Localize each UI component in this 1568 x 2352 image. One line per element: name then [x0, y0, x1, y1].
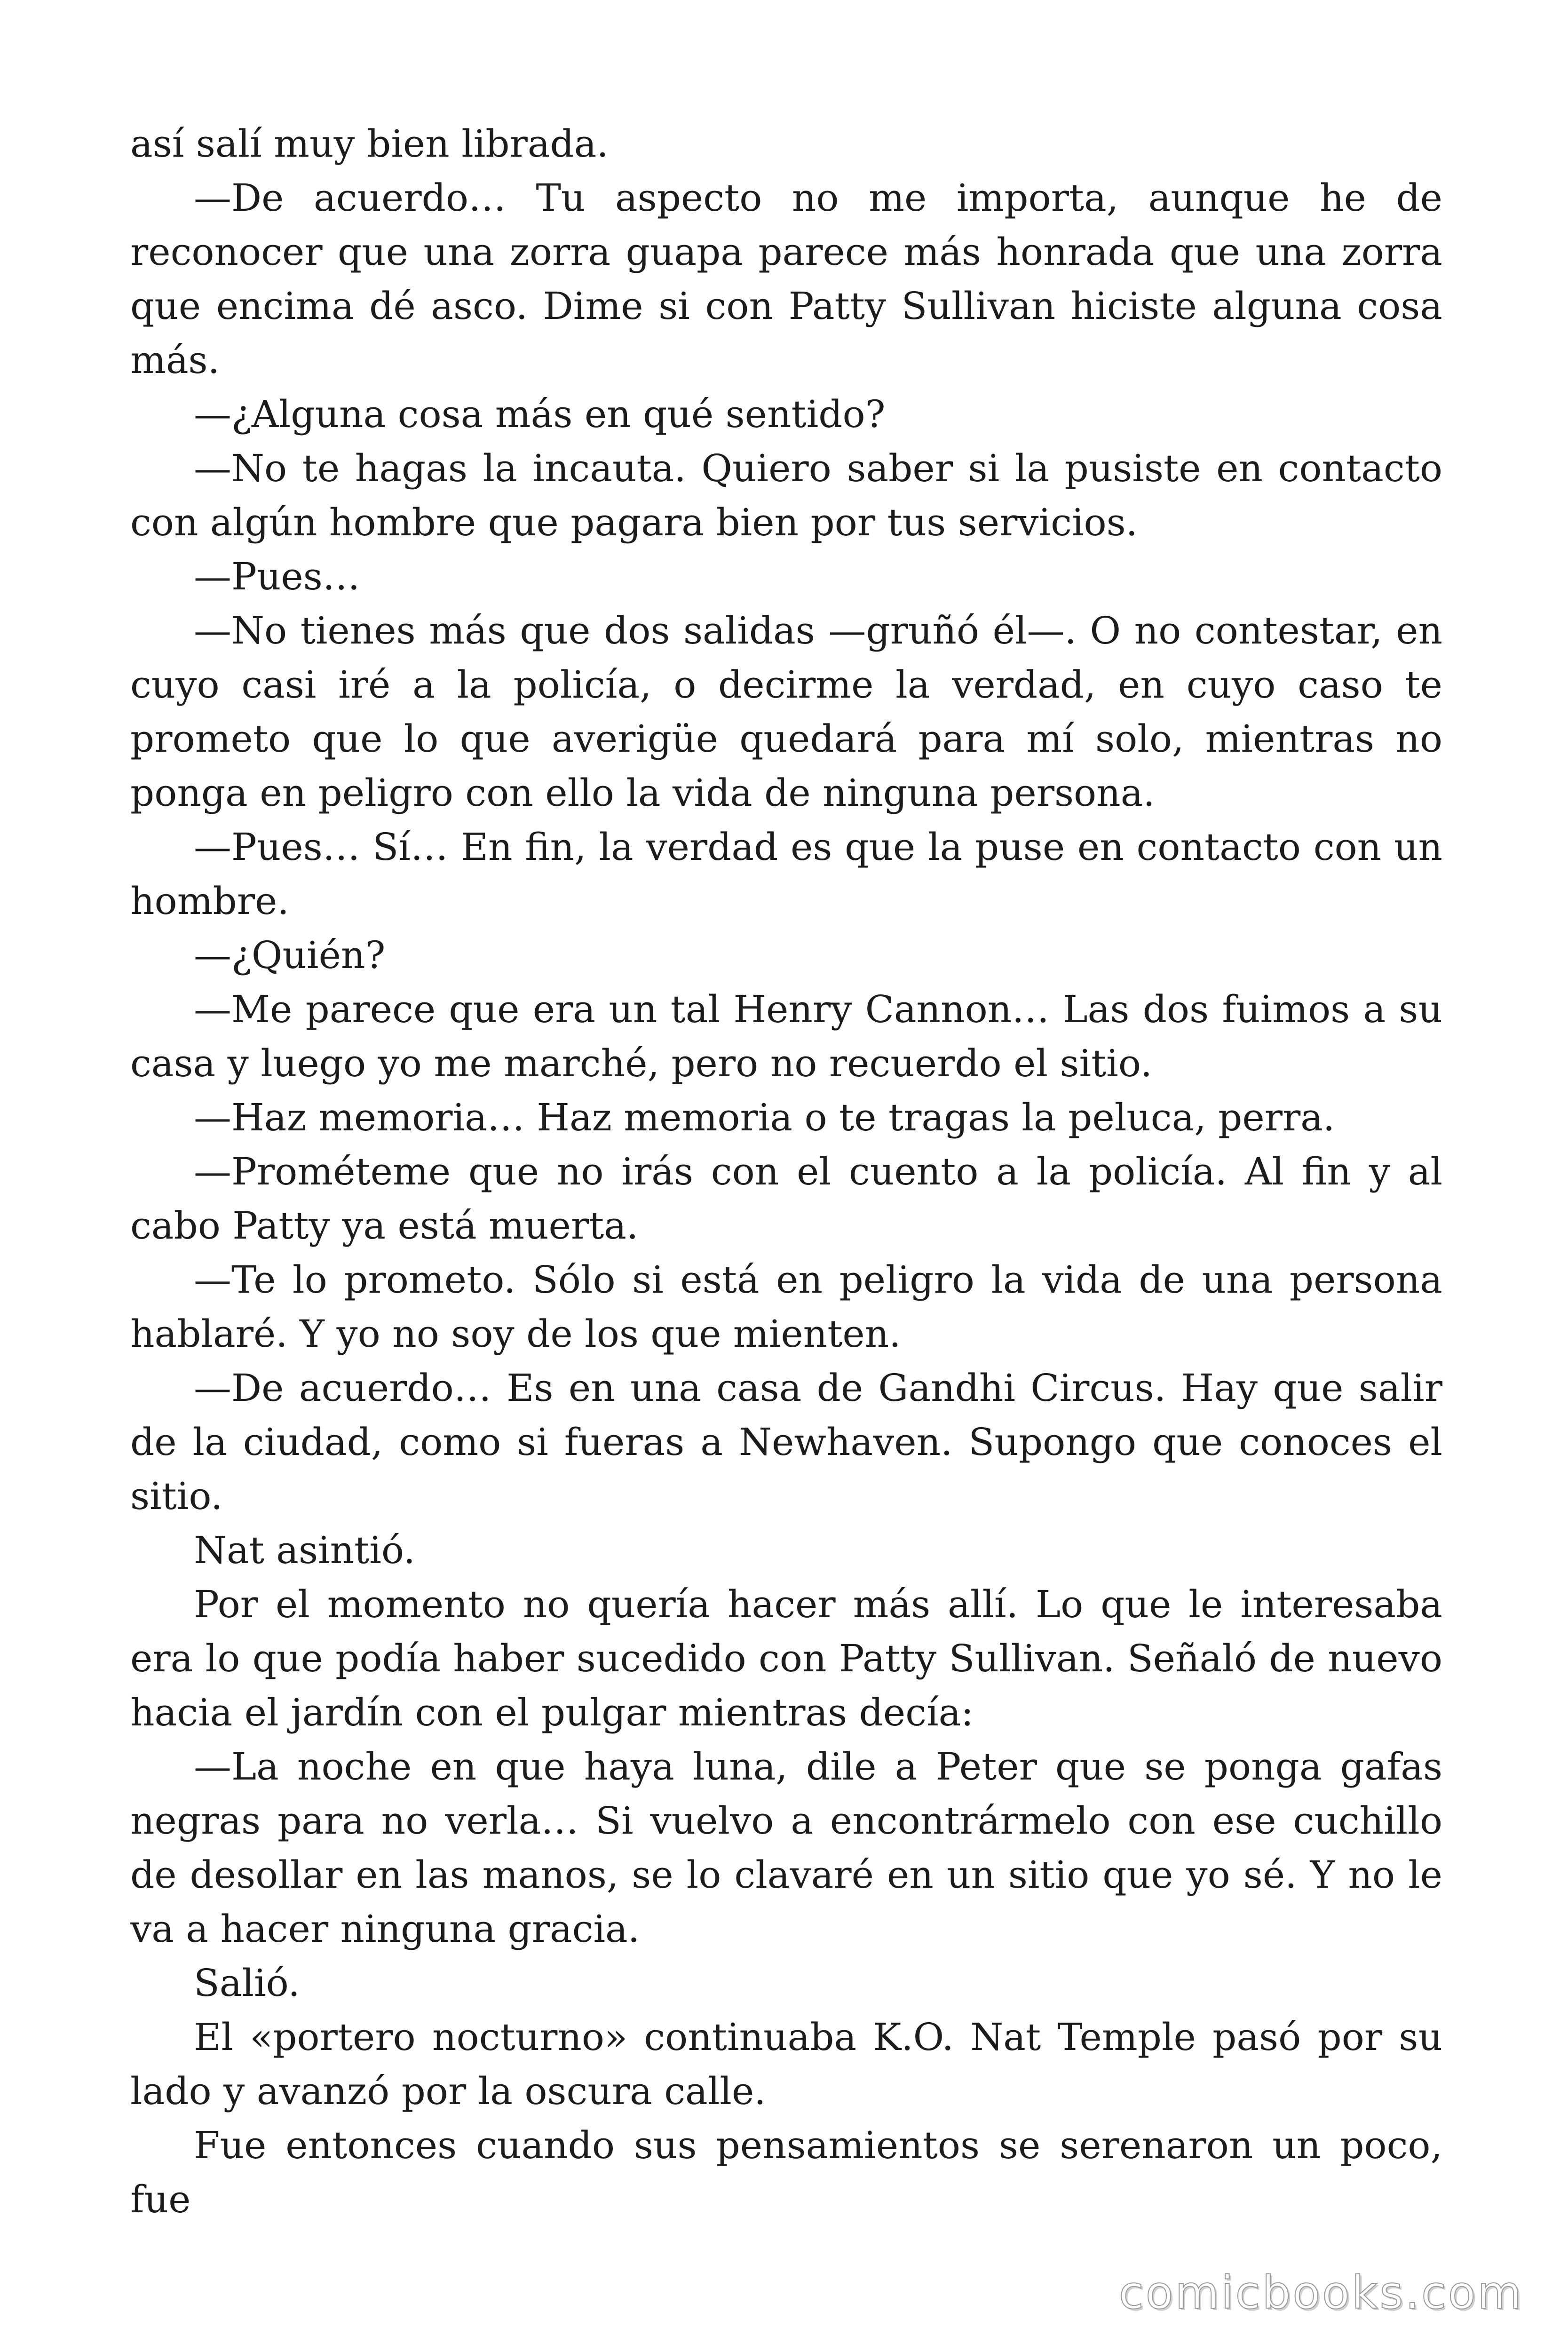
paragraph: —De acuerdo… Tu aspecto no me importa, aunque he de reconocer que una zorra guapa parece más honrada que una zorra que encima dé asco. Dime si con Patty Sullivan hiciste alguna cosa más. — [130, 176, 1442, 382]
paragraph: Nat asintió. — [194, 1528, 416, 1572]
paragraph: —¿Quién? — [194, 933, 386, 977]
paragraph: El «portero nocturno» continuaba K.O. Nat Temple pasó por su lado y avanzó por la oscura calle. — [130, 2015, 1442, 2113]
paragraph: Fue entonces cuando sus pensamientos se serenaron un poco, fue — [130, 2123, 1442, 2221]
paragraph: —No te hagas la incauta. Quiero saber si la pusiste en contacto con algún hombre que pagara bien por tus servicios. — [130, 446, 1442, 544]
paragraph: —Te lo prometo. Sólo si está en peligro la vida de una persona hablaré. Y yo no soy de los que mienten. — [130, 1258, 1442, 1356]
page-body — [130, 117, 1442, 2226]
paragraph: —Pues… — [194, 555, 360, 598]
paragraph: —¿Alguna cosa más en qué sentido? — [194, 392, 886, 436]
paragraph: —Pues… Sí… En fin, la verdad es que la puse en contacto con un hombre. — [130, 825, 1442, 923]
paragraph: —La noche en que haya luna, dile a Peter que se ponga gafas negras para no verla… Si vuelvo a encontrármelo con ese cuchillo de desollar en las manos, se lo clavaré en un sitio que yo sé. Y no le va a hacer ninguna gracia. — [130, 1745, 1442, 1951]
paragraph: —Prométeme que no irás con el cuento a la policía. Al fin y al cabo Patty ya está muerta. — [130, 1150, 1442, 1248]
paragraph: —Me parece que era un tal Henry Cannon… Las dos fuimos a su casa y luego yo me marché, pero no recuerdo el sitio. — [130, 987, 1442, 1085]
paragraph: —Haz memoria… Haz memoria o te tragas la peluca, perra. — [194, 1096, 1335, 1139]
paragraph: así salí muy bien librada. — [130, 122, 609, 166]
paragraph: —No tienes más que dos salidas —gruñó él—. O no contestar, en cuyo casi iré a la policía, o decirme la verdad, en cuyo caso te prometo que lo que averigüe quedará para mí solo, mientras no ponga en peligro con ello la vida de ninguna persona. — [130, 609, 1442, 815]
paragraph: Salió. — [194, 1961, 300, 2005]
paragraph: —De acuerdo… Es en una casa de Gandhi Circus. Hay que salir de la ciudad, como si fueras a Newhaven. Supongo que conoces el sitio. — [130, 1366, 1442, 1518]
watermark: comicbooks.com — [1118, 2266, 1523, 2319]
paragraph: Por el momento no quería hacer más allí. Lo que le interesaba era lo que podía haber sucedido con Patty Sullivan. Señaló de nuevo hacia el jardín con el pulgar mientras decía: — [130, 1582, 1442, 1734]
